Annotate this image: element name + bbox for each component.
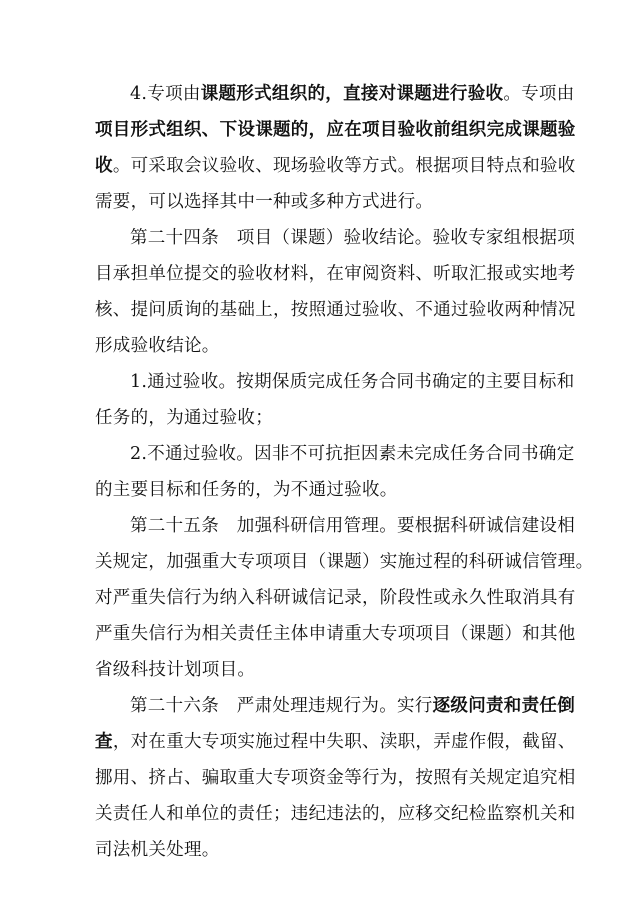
text-line xyxy=(95,293,576,327)
text-run: 的主要目标和任务的，为不通过验收。 xyxy=(95,480,398,500)
text-line xyxy=(95,617,576,651)
text-line xyxy=(95,797,576,831)
text-run: 核、提问质询的基础上，按照通过验收、不通过验收两种情况 xyxy=(95,300,576,320)
text-run: 4.专项由 xyxy=(130,84,201,104)
text-line xyxy=(95,329,573,363)
text-run: 省级科技计划项目。 xyxy=(95,660,256,680)
text-run: 形成验收结论。 xyxy=(95,336,220,356)
text-run: 第二十五条 加强科研信用管理。要根据科研诚信建设相 xyxy=(130,516,575,536)
text-line xyxy=(95,113,576,147)
text-run: 挪用、挤占、骗取重大专项资金等行为，按照有关规定追究相 xyxy=(95,768,576,788)
text-run: 任务的，为通过验收； xyxy=(95,408,273,428)
text-run: ，对在重大专项实施过程中失职、渎职，弄虚作假，截留、 xyxy=(112,732,576,752)
text-run: 关责任人和单位的责任；违纪违法的，应移交纪检监察机关和 xyxy=(95,804,576,824)
text-run-bold: 课题形式组织的，直接对课题进行验收 xyxy=(200,84,504,104)
text-line xyxy=(130,221,573,255)
text-run: 1.通过验收。按期保质完成任务合同书确定的主要目标和 xyxy=(130,372,575,392)
text-run: 目承担单位提交的验收材料，在审阅资料、听取汇报或实地考 xyxy=(95,264,576,284)
text-run: 对严重失信行为纳入科研诚信记录，阶段性或永久性取消具有 xyxy=(95,588,576,608)
text-run: 需要，可以选择其中一种或多种方式进行。 xyxy=(95,192,434,212)
text-run-bold: 收 xyxy=(95,156,113,176)
text-line xyxy=(130,437,573,471)
text-line xyxy=(95,545,594,579)
text-line xyxy=(95,725,576,759)
text-line xyxy=(130,509,573,543)
text-line xyxy=(95,257,576,291)
text-run-bold: 查 xyxy=(95,732,113,752)
text-line xyxy=(130,77,573,111)
text-line xyxy=(130,365,573,399)
text-line xyxy=(95,149,576,183)
text-run: 第二十四条 项目（课题）验收结论。验收专家组根据项 xyxy=(130,228,575,248)
text-run: 。可采取会议验收、现场验收等方式。根据项目特点和验收 xyxy=(112,156,576,176)
text-line xyxy=(95,185,573,219)
text-run: 严重失信行为相关责任主体申请重大专项项目（课题）和其他 xyxy=(95,624,576,644)
text-line xyxy=(95,761,576,795)
text-run-bold: 项目形式组织、下设课题的，应在项目验收前组织完成课题验 xyxy=(95,120,576,140)
text-run-bold: 逐级问责和责任倒 xyxy=(432,696,576,716)
text-run: 第二十六条 严肃处理违规行为。实行 xyxy=(130,696,433,716)
text-line xyxy=(95,653,573,687)
text-line xyxy=(95,473,573,507)
text-run: 2.不通过验收。因非不可抗拒因素未完成任务合同书确定 xyxy=(130,444,575,464)
text-line xyxy=(95,401,573,435)
text-run: 关规定，加强重大专项项目（课题）实施过程的科研诚信管理。 xyxy=(95,552,594,572)
text-run: 。专项由 xyxy=(503,84,575,104)
text-run: 司法机关处理。 xyxy=(95,840,220,860)
text-line xyxy=(95,581,576,615)
text-line xyxy=(95,833,573,867)
text-line xyxy=(130,689,576,723)
